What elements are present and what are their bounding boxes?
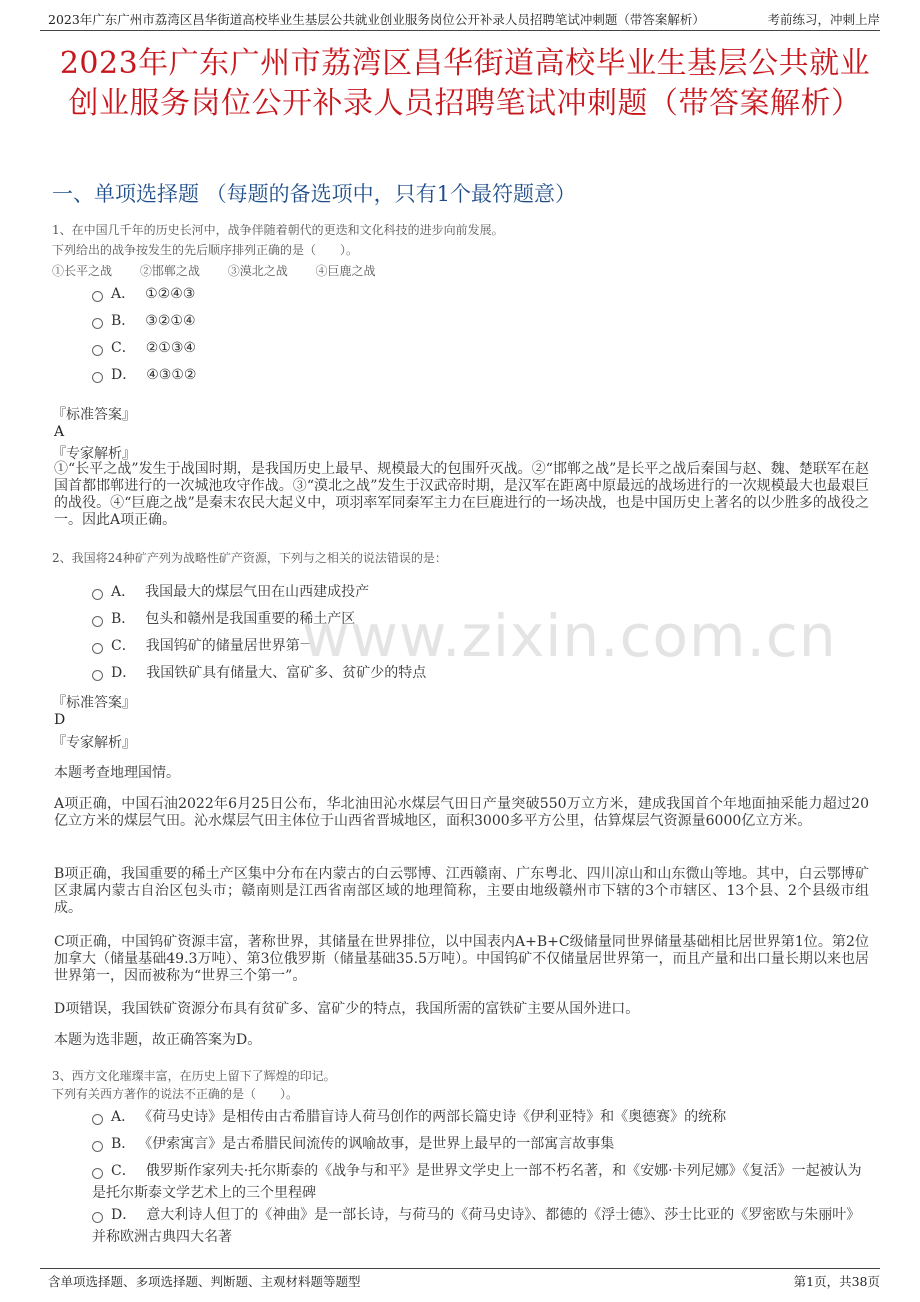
header-divider — [40, 30, 880, 31]
option-letter: A． — [111, 286, 136, 302]
q1-item: ②邯郸之战 — [139, 264, 200, 278]
option-text: 俄罗斯作家列夫·托尔斯泰的《战争与和平》是世界文学史上一部不朽名著，和《安娜·卡列尼娜》《复活》一起被认为是托尔斯泰文学艺术上的三个里程碑 — [92, 1163, 862, 1201]
option-text: 《荷马史诗》是相传由古希腊盲诗人荷马创作的两部长篇史诗《伊利亚特》和《奥德赛》的统称 — [145, 1109, 727, 1125]
radio-icon[interactable] — [92, 318, 103, 329]
q1-stem-line1: 1、在中国几千年的历史长河中，战争伴随着朝代的更迭和文化科技的进步向前发展。 — [52, 223, 504, 237]
option-letter: C． — [111, 340, 136, 356]
option-text: 包头和赣州是我国重要的稀土产区 — [145, 611, 356, 627]
q1-option-c[interactable] — [92, 337, 862, 359]
q1-item: ①长平之战 — [52, 264, 113, 278]
radio-icon[interactable] — [92, 1168, 103, 1179]
q3-option-b[interactable] — [92, 1133, 862, 1155]
q2-analysis-d: D项错误，我国铁矿资源分布具有贫矿多、富矿少的特点，我国所需的富铁矿主要从国外进口。 — [54, 1001, 640, 1017]
option-text: 《伊索寓言》是古希腊民间流传的讽喻故事，是世界上最早的一部寓言故事集 — [145, 1136, 615, 1152]
option-letter: A． — [111, 1109, 136, 1125]
option-letter: B． — [111, 611, 136, 627]
option-letter: B． — [111, 1136, 136, 1152]
q3-option-c[interactable] — [92, 1160, 862, 1204]
option-letter: D． — [111, 367, 137, 383]
option-text: ①②④③ — [145, 286, 196, 302]
option-text: ③②①④ — [145, 313, 196, 329]
page-number: 第1页，共38页 — [793, 1274, 880, 1289]
option-text: ②①③④ — [145, 340, 196, 356]
option-text: 我国钨矿的储量居世界第一 — [145, 638, 314, 654]
q1-item: ③漠北之战 — [227, 264, 288, 278]
radio-icon[interactable] — [92, 1114, 103, 1125]
header-slogan: 考前练习，冲刺上岸 — [767, 12, 880, 27]
radio-icon[interactable] — [92, 670, 103, 681]
q3-stem-line2: 下列有关西方著作的说法不正确的是（ ）。 — [52, 1087, 299, 1101]
q3-option-d[interactable] — [92, 1204, 862, 1248]
page-footer — [48, 1272, 880, 1290]
q2-analysis-b: B项正确，我国重要的稀土产区集中分布在内蒙古的白云鄂博、江西赣南、广东粤北、四川凉山和山东微山等地。其中，白云鄂博矿区隶属内蒙古自治区包头市；赣南则是江西省南部区域的地理简称，主要由地级赣州市下辖的3个市辖区、13个县、2个县级市组成。 — [54, 866, 869, 916]
document-title: 2023年广东广州市荔湾区昌华街道高校毕业生基层公共就业创业服务岗位公开补录人员招聘笔试冲刺题（带答案解析） — [59, 46, 871, 121]
footer-question-types: 含单项选择题、多项选择题、判断题、主观材料题等题型 — [48, 1274, 361, 1289]
q2-analysis-c: C项正确，中国钨矿资源丰富，著称世界，其储量在世界排位，以中国表内A+B+C级储量同世界储量基础相比居世界第1位。第2位加拿大（储量基础49.3万吨）、第3位俄罗斯（储量基础35.5万吨）。中国钨矿不仅储量居世界第一，而且产量和出口量长期以来也居世界第一，因而被称为“世界三个第一”。 — [54, 934, 869, 984]
option-text: 意大利诗人但丁的《神曲》是一部长诗，与荷马的《荷马史诗》、都德的《浮士德》、莎士比亚的《罗密欧与朱丽叶》并称欧洲古典四大名著 — [92, 1207, 861, 1245]
radio-icon[interactable] — [92, 372, 103, 383]
footer-divider — [40, 1268, 880, 1269]
option-letter: C． — [111, 638, 136, 654]
q1-stem — [52, 222, 878, 258]
q2-conclusion: 本题为选非题，故正确答案为D。 — [54, 1032, 262, 1048]
q2-analysis-label: 『专家解析』 — [52, 735, 136, 751]
option-text: ④③①② — [146, 367, 197, 383]
q2-option-a[interactable] — [92, 581, 862, 603]
option-letter: B． — [111, 313, 136, 329]
radio-icon[interactable] — [92, 616, 103, 627]
q1-option-b[interactable] — [92, 310, 862, 332]
section-heading: 一、单项选择题 （每题的备选项中，只有1个最符题意） — [52, 182, 577, 206]
radio-icon[interactable] — [92, 589, 103, 600]
option-text: 我国最大的煤层气田在山西建成投产 — [145, 584, 370, 600]
q1-stem-line2: 下列给出的战争按发生的先后顺序排列正确的是（ ）。 — [52, 243, 359, 257]
q1-analysis: ①“长平之战”发生于战国时期，是我国历史上最早、规模最大的包围歼灭战。②“邯郸之战”是长平之战后秦国与赵、魏、楚联军在赵国首都邯郸进行的一次城池攻守作战。③“漠北之战”发生于汉武帝时期，是汉军在距离中原最远的战场进行的一次规模最大也最艰巨的战役。④“巨鹿之战”是秦末农民大起义中，项羽率军同秦军主力在巨鹿进行的一场决战，也是中国历史上著名的以少胜多的战役之一。因此A项正确。 — [54, 461, 869, 528]
radio-icon[interactable] — [92, 1141, 103, 1152]
q1-answer-label: 『标准答案』 — [52, 407, 136, 423]
header-doc-title: 2023年广东广州市荔湾区昌华街道高校毕业生基层公共就业创业服务岗位公开补录人员招聘笔试冲刺题（带答案解析） — [48, 12, 705, 27]
q1-analysis-label: 『专家解析』 — [52, 446, 136, 462]
q3-stem — [52, 1068, 878, 1102]
q2-analysis-a: A项正确，中国石油2022年6月25日公布，华北油田沁水煤层气田日产量突破550万立方米，建成我国首个年地面抽采能力超过20亿立方米的煤层气田。沁水煤层气田主体位于山西省晋城地区，面积3000多平方公里，估算煤层气资源量6000亿立方米。 — [54, 796, 869, 829]
q1-option-d[interactable] — [92, 364, 862, 386]
option-text: 我国铁矿具有储量大、富矿多、贫矿少的特点 — [146, 665, 427, 681]
q2-stem: 2、我国将24种矿产列为战略性矿产资源，下列与之相关的说法错误的是： — [52, 551, 447, 565]
radio-icon[interactable] — [92, 643, 103, 654]
q3-option-a[interactable] — [92, 1106, 862, 1128]
q2-answer-label: 『标准答案』 — [52, 695, 136, 711]
q1-option-a[interactable] — [92, 283, 862, 305]
radio-icon[interactable] — [92, 1212, 103, 1223]
option-letter: A． — [111, 584, 136, 600]
q2-analysis-intro: 本题考查地理国情。 — [54, 765, 180, 781]
q1-answer: A — [54, 424, 65, 440]
q1-item: ④巨鹿之战 — [315, 264, 376, 278]
option-letter: D． — [111, 1207, 137, 1223]
watermark: www.zixin.com.cn — [302, 602, 837, 670]
radio-icon[interactable] — [92, 345, 103, 356]
page-header — [48, 8, 880, 28]
radio-icon[interactable] — [92, 291, 103, 302]
q2-answer: D — [54, 712, 66, 728]
q3-stem-line1: 3、西方文化璀璨丰富，在历史上留下了辉煌的印记。 — [52, 1069, 336, 1083]
option-letter: D． — [111, 665, 137, 681]
option-letter: C． — [111, 1163, 136, 1179]
q1-items — [52, 262, 400, 279]
